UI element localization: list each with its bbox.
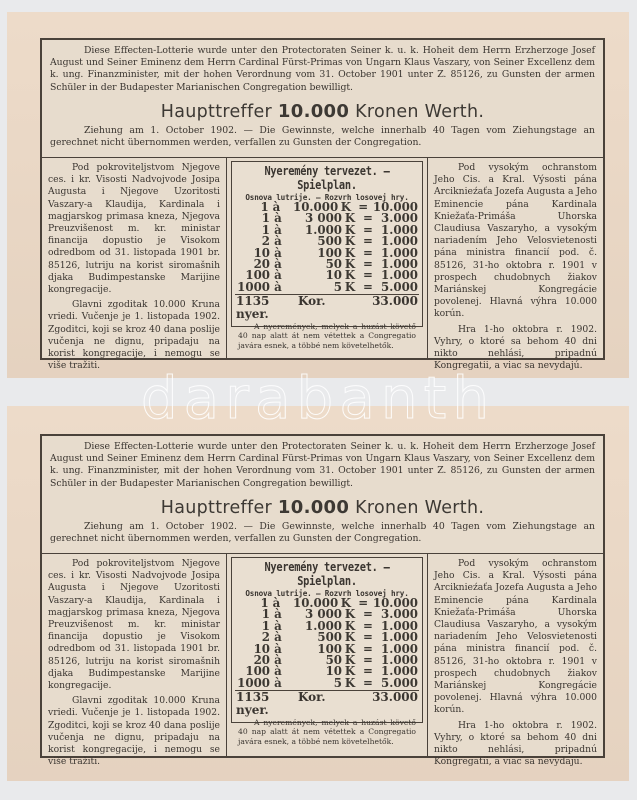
prize-unit: K	[340, 596, 351, 610]
prize-amount: 10.000	[293, 200, 339, 214]
prize-count: 100	[245, 664, 270, 679]
prize-total: 5.000	[381, 675, 418, 690]
prize-amount: 3 000	[305, 211, 342, 226]
columns	[42, 553, 603, 768]
lottery-ticket-2	[7, 406, 629, 781]
prize-unit: K	[344, 211, 356, 226]
prize-total: 1.000	[381, 245, 418, 260]
headline-suffix: Kronen Werth.	[355, 101, 485, 122]
intro-text-german: Diese Effecten-Lotterie wurde unter den Protectoraten Seiner k. u. k. Hoheit dem Herrn Erzherzoge Josef August und Seiner Eminenz dem Herrn Cardinal Fürst-Primas von Ungarn Klaus Vaszary, von Seiner Excellenz dem k. ung. Finanzminister, mit der hohen Verordnung vom 31. October 1901 unter Z. 85126, zu Gunsten der armen Schüler in der Budapester Marianischen Congregation bewilligt.	[50, 45, 595, 93]
slovak-column	[427, 554, 603, 768]
prize-count: 10	[253, 641, 270, 656]
prize-plan-table	[231, 161, 423, 350]
prize-equals: =	[363, 268, 373, 283]
prize-at: à	[272, 200, 281, 214]
total-count: 1135 nyer.	[236, 690, 270, 718]
croatian-column	[42, 554, 227, 768]
prize-equals: =	[363, 257, 373, 272]
prize-unit: K	[344, 268, 356, 283]
prize-at: à	[274, 268, 282, 283]
prize-rows	[232, 202, 422, 293]
prize-amount: 10.000	[293, 596, 339, 610]
prize-total-row	[235, 690, 419, 717]
prize-count: 20	[253, 653, 270, 668]
prize-equals: =	[358, 596, 369, 610]
prize-row	[232, 675, 422, 690]
columns	[42, 157, 603, 372]
prize-count: 10	[253, 245, 270, 260]
prize-unit: K	[344, 653, 356, 668]
headline-prefix: Haupttreffer	[160, 497, 273, 518]
total-value: 33.000	[372, 294, 418, 309]
prize-amount: 5	[333, 675, 342, 690]
watermark-text: darabanth	[140, 366, 496, 426]
ticket-frame	[40, 434, 605, 768]
prize-count: 1	[261, 222, 270, 237]
slovak-text-2: Hra 1-ho oktobra r. 1902. Vyhry, o ktoré sa behom 40 dni nikto nehlási, pripadnú Kongregatii, a viac sa nevydajú.	[434, 719, 597, 768]
prize-count: 1	[261, 211, 270, 226]
croatian-text-1: Pod pokroviteljstvom Njegove ces. i kr. Visosti Nadvojvode Josipa Augusta i Njegove Uzoritosti Vaszary-a Klaudija, Kardinala i magjarskog primasa kneza, Njegova Preuzvišenost m. kr. ministar financija dopustio je Visokom odredbom od 31. listopada 1901 br. 85126, lutriju na korist siromašnih djaka Budimpestanske Marijine kongregacije.	[48, 162, 220, 296]
prize-plan-column	[227, 158, 427, 358]
prize-count: 20	[253, 257, 270, 272]
prize-amount: 3 000	[305, 607, 342, 622]
prize-equals: =	[363, 618, 373, 633]
prize-amount: 50	[325, 257, 342, 272]
total-value: 33.000	[372, 690, 418, 705]
prize-equals: =	[363, 222, 373, 237]
prize-total: 10.000	[372, 596, 419, 610]
prize-unit: K	[344, 630, 356, 645]
prize-unit: K	[344, 641, 356, 656]
prize-row	[232, 279, 422, 294]
prize-plan-table	[231, 557, 423, 746]
prize-total: 1.000	[381, 641, 418, 656]
prize-amount: 10	[325, 664, 342, 679]
slovak-text-1: Pod vysokým ochranstom Jeho Cis. a Kral. Výsosti pána Arciknieźaťa Jozefa Augusta a Jeho Eminencie pána Kardinala Kniežaťa-Primáša Uhorska Claudiusa Vaszaryho, a vysokým nariadením Jeho Velosvietenosti pána ministra financií pod. č. 85126, 31-ho oktobra r. 1901 v prospech chudobnych žiakov Mariánskej Kongregácie povolenej. Hlavná výhra 10.000 korún.	[434, 558, 597, 716]
prize-at: à	[274, 675, 282, 690]
slovak-text-1: Pod vysokým ochranstom Jeho Cis. a Kral. Výsosti pána Arciknieźaťa Jozefa Augusta a Jeho Eminencie pána Kardinala Kniežaťa-Primáša Uhorska Claudiusa Vaszaryho, a vysokým nariadením Jeho Velosvietenosti pána ministra financií pod. č. 85126, 31-ho oktobra r. 1901 v prospech chudobnych žiakov Mariánskej Kongregácie povolenej. Hlavná výhra 10.000 korún.	[434, 162, 597, 320]
prize-unit: K	[344, 245, 356, 260]
drawing-notice-german: Ziehung am 1. October 1902. — Die Gewinnste, welche innerhalb 40 Tagen vom Ziehungstage an gerechnet nicht übernommen werden, verfallen zu Gunsten der Congregation.	[50, 124, 595, 149]
prize-unit: K	[344, 222, 356, 237]
slovak-column	[427, 158, 603, 372]
plan-title: Nyeremény tervezet. — Spielplan.	[264, 164, 390, 192]
prize-amount: 5	[333, 279, 342, 294]
prize-total: 1.000	[381, 618, 418, 633]
prize-total: 1.000	[381, 630, 418, 645]
prize-amount: 100	[317, 641, 342, 656]
croatian-text-1: Pod pokroviteljstvom Njegove ces. i kr. Visosti Nadvojvode Josipa Augusta i Njegove Uzoritosti Vaszary-a Klaudija, Kardinala i magjarskog primasa kneza, Njegova Preuzvišenost m. kr. ministar financija dopustio je Visokom odredbom od 31. listopada 1901 br. 85126, lutriju na korist siromašnih djaka Budimpestanske Marijine kongregacije.	[48, 558, 220, 692]
prize-at: à	[274, 630, 282, 645]
prize-equals: =	[363, 641, 373, 656]
total-count: 1135 nyer.	[236, 294, 270, 322]
prize-count: 100	[245, 268, 270, 283]
prize-rows	[232, 598, 422, 689]
prize-at: à	[274, 257, 282, 272]
total-currency: Kor.	[298, 294, 326, 309]
headline-amount: 10.000	[277, 496, 350, 518]
intro-text-german: Diese Effecten-Lotterie wurde unter den Protectoraten Seiner k. u. k. Hoheit dem Herrn Erzherzoge Josef August und Seiner Eminenz dem Herrn Cardinal Fürst-Primas von Ungarn Klaus Vaszary, von Seiner Excellenz dem k. ung. Finanzminister, mit der hohen Verordnung vom 31. October 1901 unter Z. 85126, zu Gunsten der armen Schüler in der Budapester Marianischen Congregation bewilligt.	[50, 441, 595, 489]
prize-unit: K	[344, 607, 356, 622]
prize-equals: =	[363, 630, 373, 645]
headline-amount: 10.000	[277, 100, 350, 122]
prize-count: 1	[261, 618, 270, 633]
prize-unit: K	[344, 675, 356, 690]
prize-total: 1.000	[381, 234, 418, 249]
prize-total: 3.000	[381, 607, 418, 622]
prize-equals: =	[358, 200, 369, 214]
prize-at: à	[274, 245, 282, 260]
prize-at: à	[272, 596, 281, 610]
prize-count: 2	[261, 234, 270, 249]
prize-unit: K	[344, 664, 356, 679]
prize-at: à	[274, 641, 282, 656]
plan-subtitle: Osnova lutrije. — Rozvrh losovej hry.	[245, 588, 409, 598]
prize-equals: =	[363, 664, 373, 679]
prize-plan-column	[227, 554, 427, 756]
croatian-column	[42, 158, 227, 372]
prize-total: 1.000	[381, 257, 418, 272]
prize-equals: =	[363, 245, 373, 260]
prize-equals: =	[363, 607, 373, 622]
prize-equals: =	[363, 675, 373, 690]
plan-note-hungarian: A nyeremények, melyek a huzást követő 40 nap alatt át nem vétettek a Congregatio javára esnek, a többé nem követelhetők.	[238, 322, 416, 350]
slovak-text-2: Hra 1-ho oktobra r. 1902. Vyhry, o ktoré sa behom 40 dni nikto nehlási, pripadnú Kongregatii, a viac sa nevydajú.	[434, 323, 597, 372]
prize-equals: =	[363, 234, 373, 249]
prize-total: 1.000	[381, 664, 418, 679]
prize-at: à	[274, 664, 282, 679]
prize-amount: 10	[325, 268, 342, 283]
prize-amount: 500	[317, 234, 342, 249]
prize-total: 3.000	[381, 211, 418, 226]
prize-at: à	[274, 279, 282, 294]
prize-count: 1000	[237, 279, 270, 294]
prize-total: 1.000	[381, 222, 418, 237]
prize-unit: K	[344, 257, 356, 272]
prize-count: 1	[261, 607, 270, 622]
prize-amount: 50	[325, 653, 342, 668]
headline	[42, 101, 603, 122]
drawing-notice-german: Ziehung am 1. October 1902. — Die Gewinnste, welche innerhalb 40 Tagen vom Ziehungstage an gerechnet nicht übernommen werden, verfallen zu Gunsten der Congregation.	[50, 520, 595, 545]
prize-at: à	[274, 211, 282, 226]
prize-total: 5.000	[381, 279, 418, 294]
plan-note-hungarian: A nyeremények, melyek a huzást követő 40 nap alatt át nem vétettek a Congregatio javára esnek, a többé nem követelhetők.	[238, 718, 416, 746]
prize-count: 1000	[237, 675, 270, 690]
prize-unit: K	[344, 618, 356, 633]
total-currency: Kor.	[298, 690, 326, 705]
prize-total-row	[235, 294, 419, 321]
prize-at: à	[274, 607, 282, 622]
prize-equals: =	[363, 279, 373, 294]
lottery-ticket-1	[7, 12, 629, 378]
prize-unit: K	[344, 234, 356, 249]
prize-unit: K	[340, 200, 351, 214]
ticket-frame	[40, 38, 605, 372]
prize-equals: =	[363, 211, 373, 226]
croatian-text-2: Glavni zgoditak 10.000 Kruna vriedi. Vučenje je 1. listopada 1902. Zgoditci, koji se kroz 40 dana poslije vučenja ne dignu, pripadaju na korist kongregacije, i nemogu se više tražiti.	[48, 299, 220, 372]
prize-amount: 500	[317, 630, 342, 645]
prize-equals: =	[363, 653, 373, 668]
headline	[42, 497, 603, 518]
prize-count: 1	[260, 200, 269, 214]
prize-count: 2	[261, 630, 270, 645]
prize-amount: 1.000	[305, 618, 342, 633]
prize-unit: K	[344, 279, 356, 294]
headline-prefix: Haupttreffer	[160, 101, 273, 122]
headline-suffix: Kronen Werth.	[355, 497, 485, 518]
prize-amount: 1.000	[305, 222, 342, 237]
prize-total: 1.000	[381, 653, 418, 668]
prize-amount: 100	[317, 245, 342, 260]
prize-at: à	[274, 222, 282, 237]
plan-subtitle: Osnova lutrije. — Rozvrh losovej hry.	[245, 192, 409, 202]
plan-title: Nyeremény tervezet. — Spielplan.	[264, 560, 390, 588]
prize-at: à	[274, 653, 282, 668]
prize-total: 10.000	[372, 200, 419, 214]
prize-count: 1	[260, 596, 269, 610]
croatian-text-2: Glavni zgoditak 10.000 Kruna vriedi. Vučenje je 1. listopada 1902. Zgoditci, koji se kroz 40 dana poslije vučenja ne dignu, pripadaju na korist kongregacije, i nemogu se više tražiti.	[48, 695, 220, 768]
prize-at: à	[274, 618, 282, 633]
prize-total: 1.000	[381, 268, 418, 283]
prize-at: à	[274, 234, 282, 249]
